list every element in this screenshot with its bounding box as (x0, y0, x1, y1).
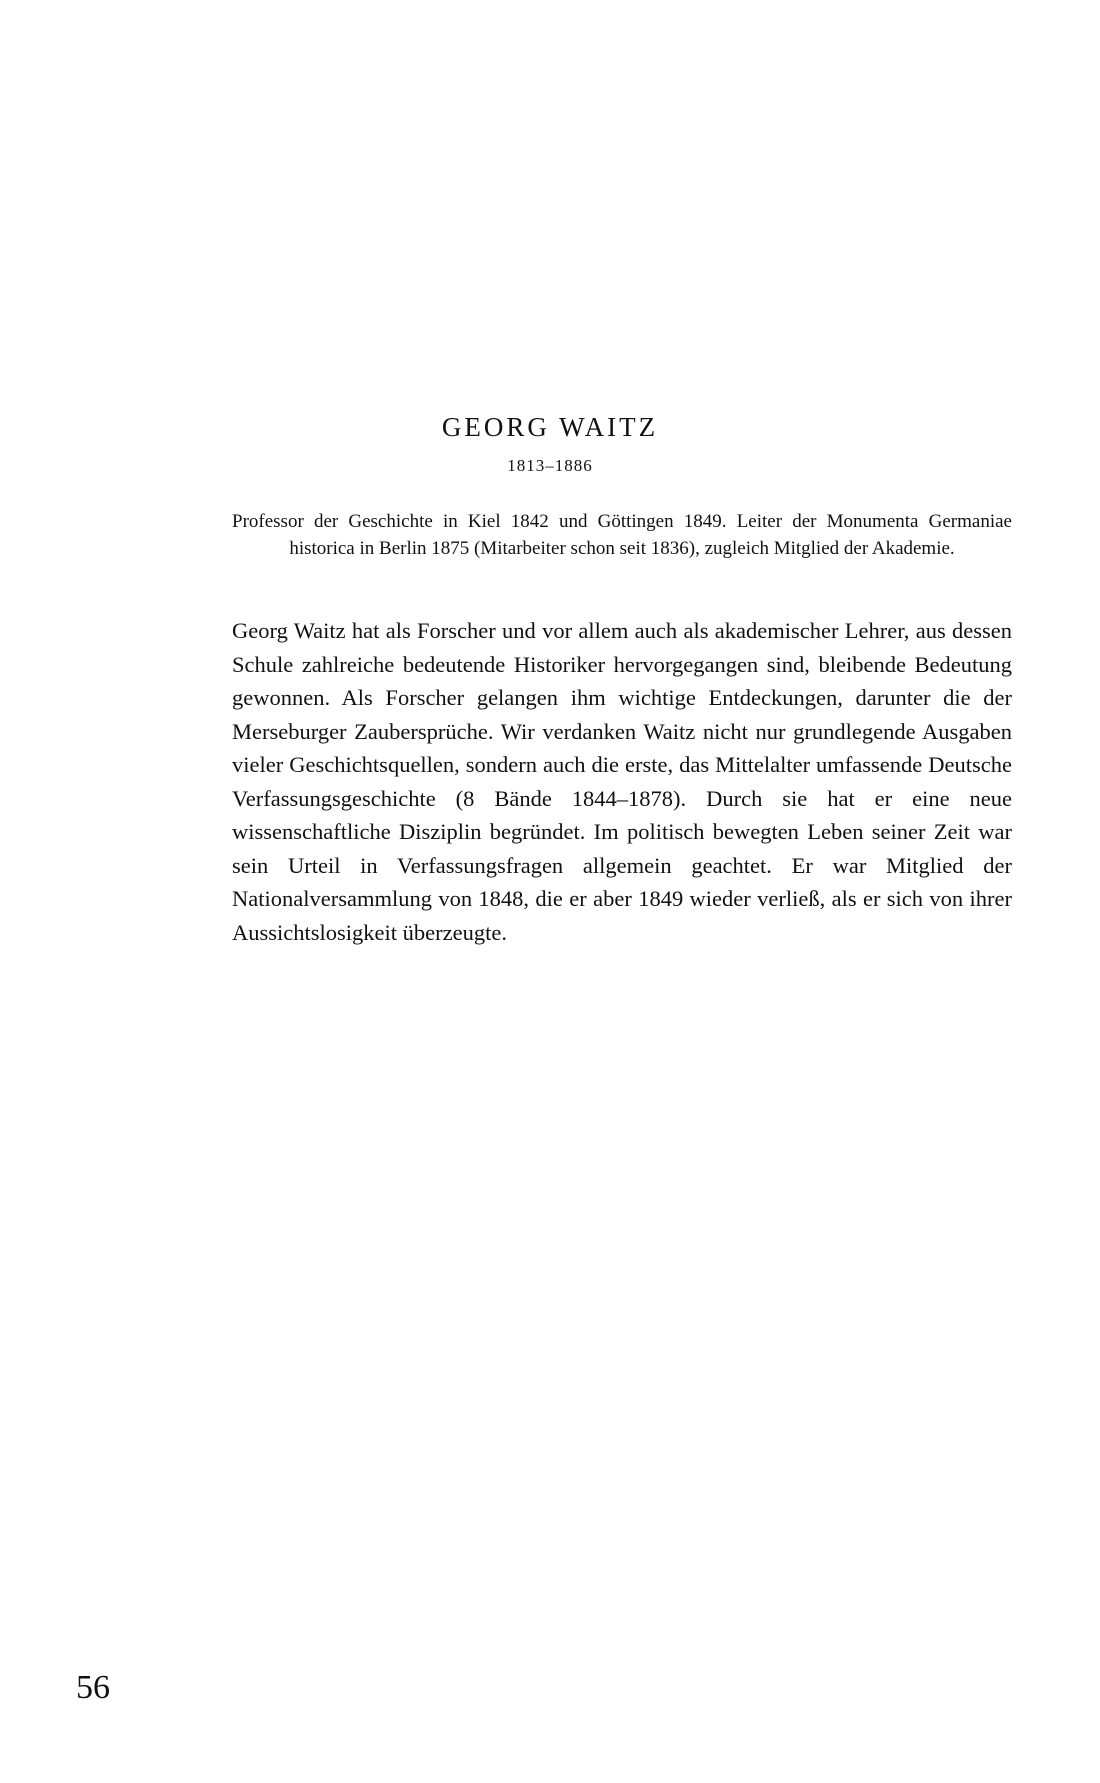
entry-dates: 1813–1886 (507, 456, 593, 475)
entry-body-text: Georg Waitz hat als Forscher und vor allem auch als akademischer Lehrer, aus dessen Schule zahlreiche bedeutende Historiker hervorgegangen sind, bleibende Bedeutung gewonnen. Als Forscher gelangen ihm wichtige Entdeckungen, darunter die der Merseburger Zaubersprüche. Wir verdanken Waitz nicht nur grundlegende Ausgaben vieler Geschichtsquellen, sondern auch die erste, das Mittelalter umfassende Deutsche Verfassungsgeschichte (8 Bände 1844–1878). Durch sie hat er eine neue wissenschaftliche Disziplin begründet. Im politisch bewegten Leben seiner Zeit war sein Urteil in Verfassungsfragen allgemein geachtet. Er war Mitglied der Nationalversammlung von 1848, die er aber 1849 wieder verließ, als er sich von ihrer Aussichtslosigkeit überzeugte. (232, 618, 1012, 945)
entry-title: GEORG WAITZ (441, 412, 659, 442)
page-number: 56 (76, 1669, 110, 1706)
entry-summary: Professor der Geschichte in Kiel 1842 und Göttingen 1849. Leiter der Monumenta Germaniae historica in Berlin 1875 (Mitarbeiter schon seit 1836), zugleich Mitglied der Akademie. (232, 511, 1012, 559)
